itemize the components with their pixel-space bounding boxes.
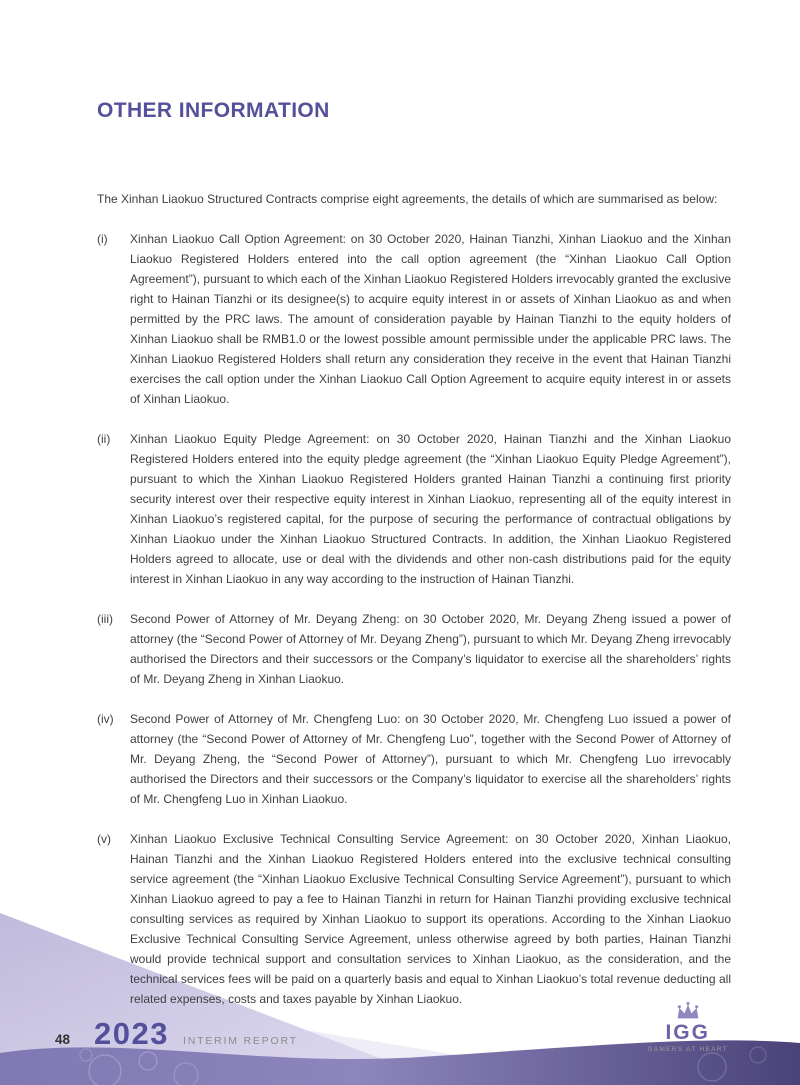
list-item-text: Xinhan Liaokuo Exclusive Technical Consulting Service Agreement: on 30 October 2020, Xinhan Liaokuo, Hainan Tianzhi and the Xinhan Liaokuo Registered Holders entered into the exclusive technical consulting service agreement (the “Xinhan Liaokuo Exclusive Technical Consulting Service Agreement”), pursuant to which Xinhan Liaokuo agreed to pay a fee to Hainan Tianzhi in return for Hainan Tianzhi providing exclusive technical consulting services as required by Xinhan Liaokuo to support its operations. According to the Xinhan Liaokuo Exclusive Technical Consulting Service Agreement, unless otherwise agreed by both parties, Hainan Tianzhi would provide technical support and consultation services to Xinhan Liaokuo, as the consideration, and the technical services fees will be paid on a quarterly basis and equal to Xinhan Liaokuo’s total revenue deducting all related expenses, costs and taxes payable by Xinhan Liaokuo.	[130, 832, 731, 1006]
igg-crown-icon	[673, 1002, 703, 1021]
footer	[55, 1018, 298, 1049]
page-title: OTHER INFORMATION	[97, 99, 330, 122]
igg-logo-tagline: GAMERS AT HEART	[647, 1046, 728, 1053]
list-item	[97, 229, 731, 409]
list-item-marker: (iii)	[97, 612, 113, 626]
page-number: 48	[55, 1032, 71, 1047]
list-item-marker: (v)	[97, 832, 111, 846]
list-item	[97, 609, 731, 689]
list-item-marker: (iv)	[97, 712, 114, 726]
report-year: 2023	[94, 1016, 169, 1051]
list-item-marker: (i)	[97, 232, 108, 246]
report-title: INTERIM REPORT	[183, 1035, 298, 1047]
list-item-text: Second Power of Attorney of Mr. Chengfeng Luo: on 30 October 2020, Mr. Chengfeng Luo issued a power of attorney (the “Second Power of Attorney of Mr. Chengfeng Luo”, together with the Second Power of Attorney of Mr. Deyang Zheng, the “Second Power of Attorney”), pursuant to which Mr. Chengfeng Luo irrevocably authorised the Directors and their successors or the Company’s liquidator to exercise all the shareholders’ rights of Mr. Chengfeng Luo in Xinhan Liaokuo.	[130, 712, 731, 806]
main-content	[97, 99, 731, 1029]
list-item	[97, 829, 731, 1009]
agreement-list	[97, 229, 731, 1009]
igg-logo-text: IGG	[665, 1021, 710, 1044]
list-item-text: Xinhan Liaokuo Equity Pledge Agreement: on 30 October 2020, Hainan Tianzhi and the Xinhan Liaokuo Registered Holders entered into the equity pledge agreement (the “Xinhan Liaokuo Equity Pledge Agreement”), pursuant to which the Xinhan Liaokuo Registered Holders granted Hainan Tianzhi a continuing first priority security interest over their respective equity interest in Xinhan Liaokuo, representing all of the equity interest in Xinhan Liaokuo’s registered capital, for the purpose of securing the performance of contractual obligations by Xinhan Liaokuo under the Xinhan Liaokuo Structured Contracts. In addition, the Xinhan Liaokuo Registered Holders agreed to allocate, use or deal with the dividends and other non-cash distributions paid for the equity interest in Xinhan Liaokuo in any way according to the instruction of Hainan Tianzhi.	[130, 432, 731, 586]
list-item-marker: (ii)	[97, 432, 111, 446]
list-item-text: Xinhan Liaokuo Call Option Agreement: on 30 October 2020, Hainan Tianzhi, Xinhan Liaokuo and the Xinhan Liaokuo Registered Holders entered into the call option agreement (the “Xinhan Liaokuo Call Option Agreement”), pursuant to which each of the Xinhan Liaokuo Registered Holders irrevocably granted the exclusive right to Hainan Tianzhi or its designee(s) to acquire equity interest in or assets of Xinhan Liaokuo as and when permitted by the PRC laws. The amount of consideration payable by Hainan Tianzhi to the equity holders of Xinhan Liaokuo shall be RMB1.0 or the lowest possible amount permissible under the applicable PRC laws. The Xinhan Liaokuo Registered Holders shall return any consideration they receive in the event that Hainan Tianzhi exercises the call option under the Xinhan Liaokuo Call Option Agreement to acquire equity interest in or assets of Xinhan Liaokuo.	[130, 232, 731, 406]
list-item-text: Second Power of Attorney of Mr. Deyang Zheng: on 30 October 2020, Mr. Deyang Zheng issued a power of attorney (the “Second Power of Attorney of Mr. Deyang Zheng”), pursuant to which Mr. Deyang Zheng irrevocably authorised the Directors and their successors or the Company’s liquidator to exercise all the shareholders’ rights of Mr. Deyang Zheng in Xinhan Liaokuo.	[130, 612, 731, 686]
list-item	[97, 429, 731, 589]
list-item	[97, 709, 731, 809]
intro-paragraph: The Xinhan Liaokuo Structured Contracts comprise eight agreements, the details of which are summarised as below:	[97, 192, 718, 206]
igg-logo	[647, 1002, 728, 1053]
